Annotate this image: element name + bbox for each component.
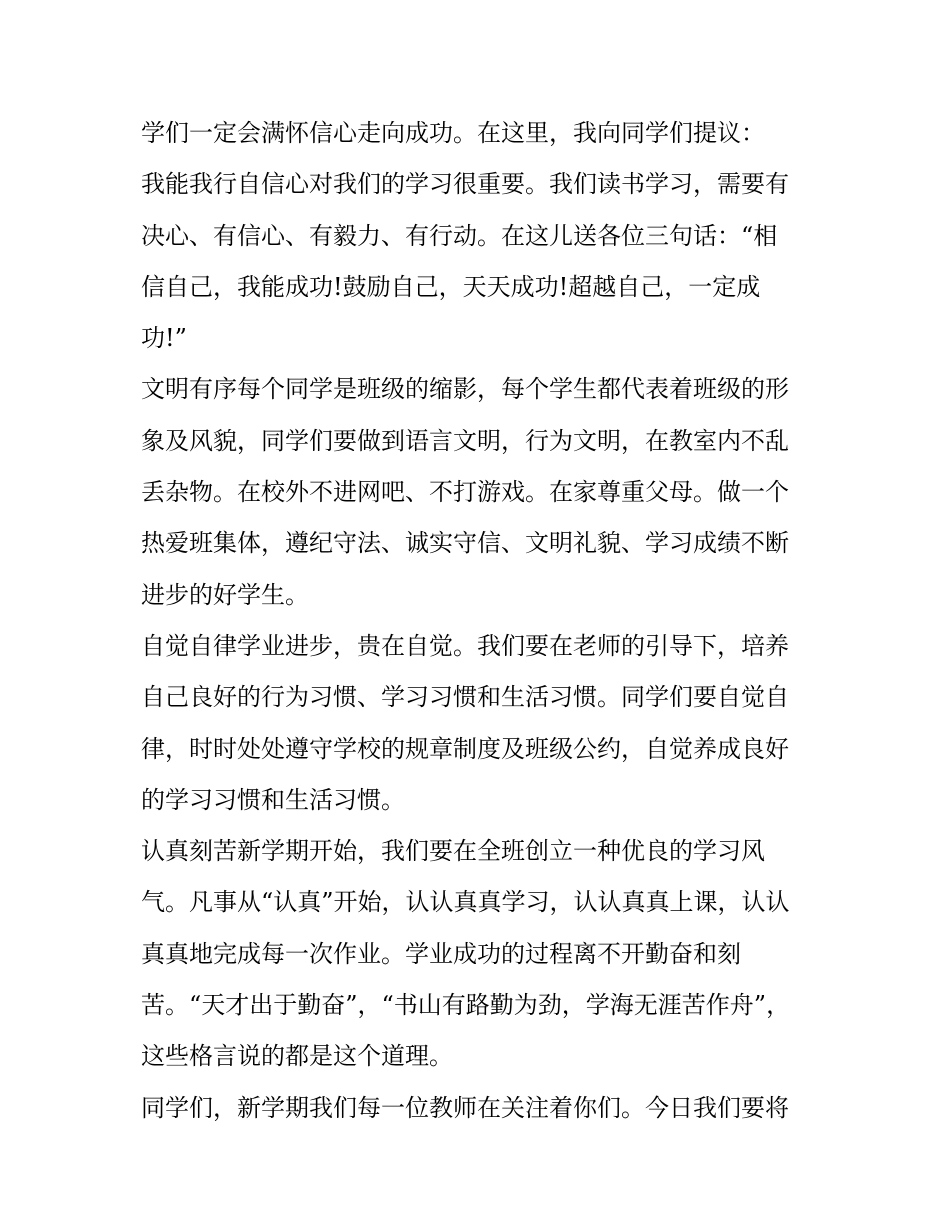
text-line: 这些格言说的都是这个道理。	[141, 1042, 453, 1071]
text-line: 的学习习惯和生活习惯。	[141, 785, 405, 814]
text-line: 热爱班集体，遵纪守法、诚实守信、文明礼貌、学习成绩不断	[141, 529, 789, 558]
body-text	[141, 108, 821, 1134]
text-line: 学们一定会满怀信心走向成功。在这里，我向同学们提议：	[141, 119, 765, 147]
text-line: 我能我行自信心对我们的学习很重要。我们读书学习，需要有	[141, 170, 789, 199]
text-line: 信自己，我能成功!鼓励自己，天天成功!超越自己，一定成	[141, 272, 761, 301]
text-line: 真真地完成每一次作业。学业成功的过程离不开勤奋和刻	[141, 939, 741, 968]
text-line: 进步的好学生。	[141, 580, 309, 609]
text-line: 文明有序每个同学是班级的缩影，每个学生都代表着班级的形	[141, 375, 789, 404]
text-line: 苦。“天才出于勤奋”，“书山有路勤为劲，学海无涯苦作舟”，	[141, 991, 791, 1020]
text-line: 自己良好的行为习惯、学习习惯和生活习惯。同学们要自觉自	[141, 683, 789, 712]
text-line: 气。凡事从“认真”开始，认认真真学习，认认真真上课，认认	[141, 888, 790, 917]
text-line: 律，时时处处遵守学校的规章制度及班级公约，自觉养成良好	[141, 734, 789, 763]
text-line: 功!”	[141, 324, 187, 353]
text-line: 决心、有信心、有毅力、有行动。在这儿送各位三句话：“相	[141, 221, 778, 250]
text-line: 丢杂物。在校外不进网吧、不打游戏。在家尊重父母。做一个	[141, 478, 789, 507]
text-line: 象及风貌，同学们要做到语言文明，行为文明，在教室内不乱	[141, 426, 789, 455]
text-line: 自觉自律学业进步，贵在自觉。我们要在老师的引导下，培养	[141, 631, 789, 660]
text-line: 同学们，新学期我们每一位教师在关注着你们。今日我们要将	[141, 1093, 789, 1122]
text-line: 认真刻苦新学期开始，我们要在全班创立一种优良的学习风	[141, 837, 765, 866]
